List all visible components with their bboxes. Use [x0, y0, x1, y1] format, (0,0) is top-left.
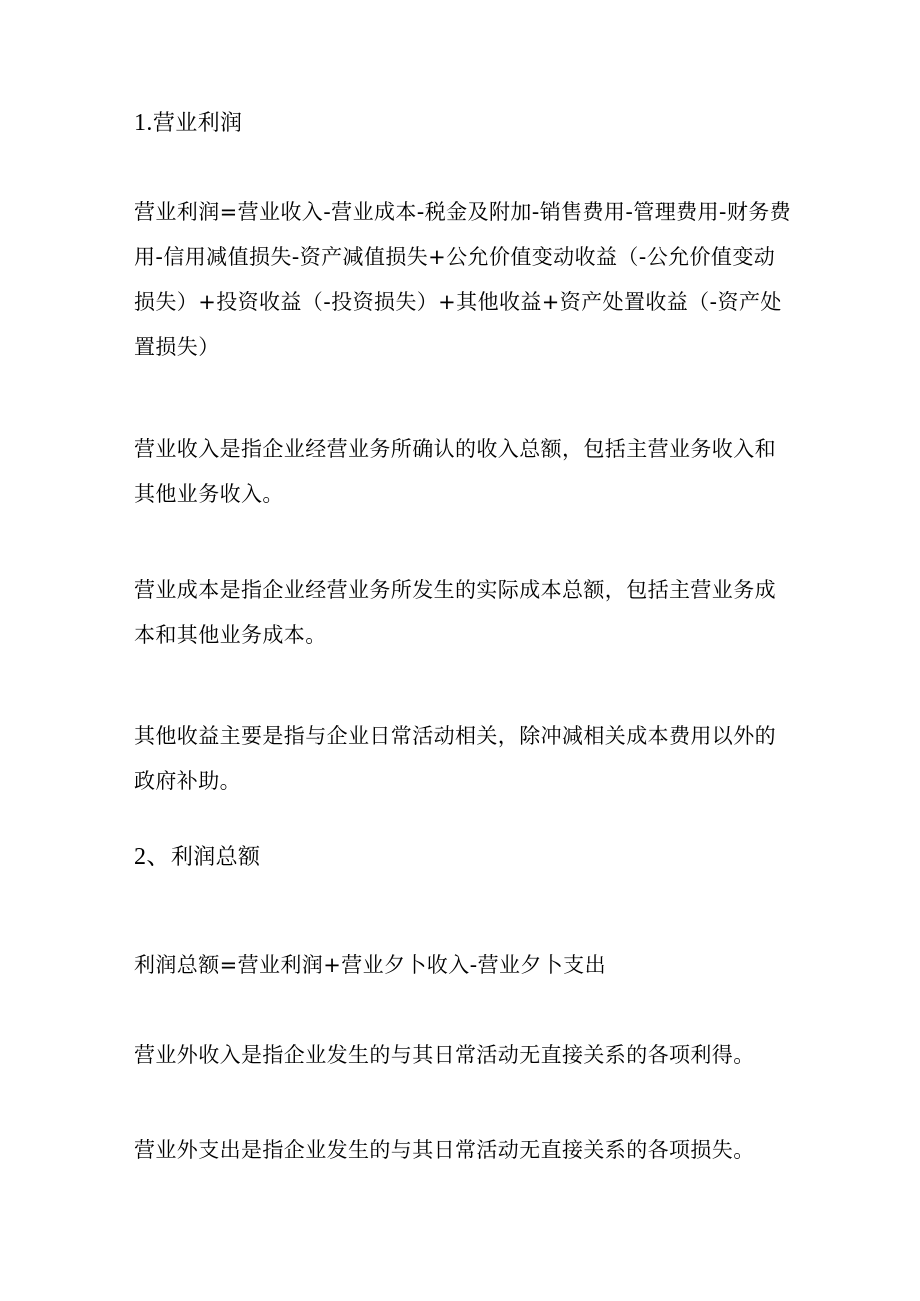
- operating-revenue-definition: 营业收入是指企业经营业务所确认的收入总额，包括主营业务收入和其他业务收入。: [134, 437, 776, 506]
- section-number: 2、: [134, 844, 171, 870]
- total-profit-formula: 利润总额=营业利润+营业夕卜收入-营业夕卜支出: [134, 953, 606, 977]
- other-income-definition: 其他收益主要是指与企业日常活动相关，除冲减相关成本费用以外的政府补助。: [134, 724, 776, 793]
- section-number: 1.: [134, 110, 153, 136]
- operating-profit-formula: 营业利润=营业收入-营业成本-税金及附加-销售费用-管理费用-财务费用-信用减值损失-资产减值损失+公允价值变动收益（-公允价值变动损失）+投资收益（-投资损失）+其他收益+资产处置收益（-资产处置损失）: [134, 200, 792, 359]
- section-heading-operating-profit: [134, 108, 794, 139]
- section-title: 营业利润: [152, 111, 243, 136]
- non-operating-income-definition: 营业外收入是指企业发生的与其日常活动无直接关系的各项利得。: [134, 1043, 755, 1067]
- section-title: 利润总额: [170, 845, 261, 870]
- operating-cost-definition: 营业成本是指企业经营业务所发生的实际成本总额，包括主营业务成本和其他业务成本。: [134, 578, 776, 647]
- section-heading-total-profit: [134, 842, 794, 873]
- non-operating-expense-definition: 营业外支出是指企业发生的与其日常活动无直接关系的各项损失。: [134, 1138, 755, 1162]
